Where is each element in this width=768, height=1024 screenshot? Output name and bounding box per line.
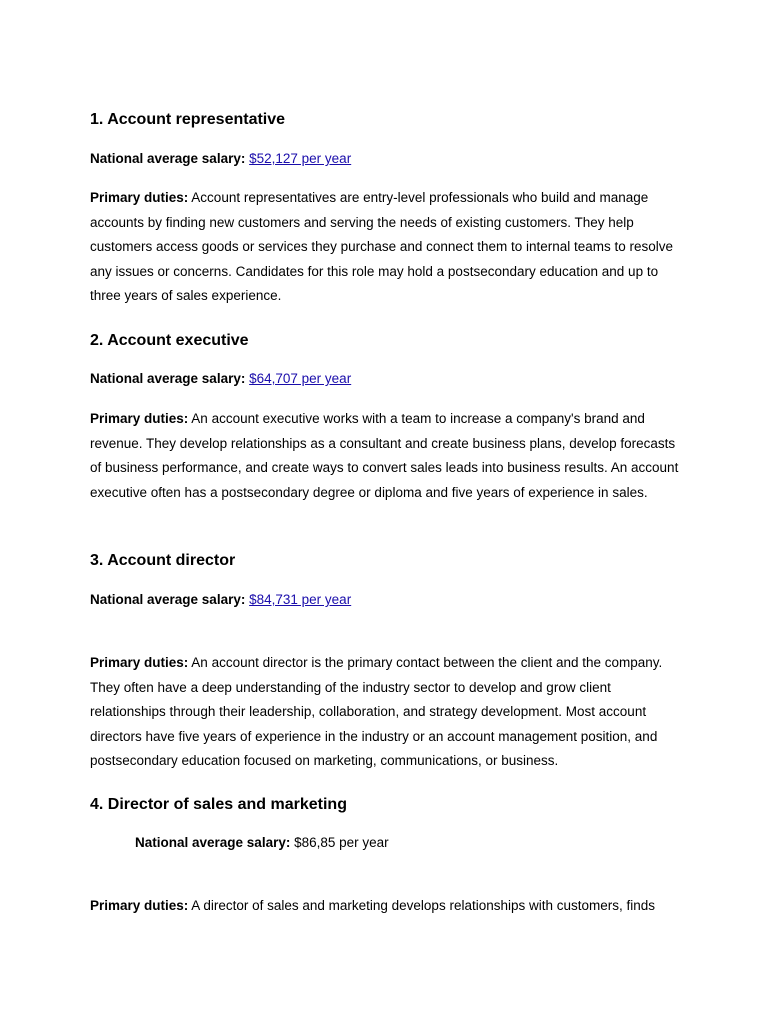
duties-text: A director of sales and marketing develops relationships with customers, finds <box>188 898 656 913</box>
duties-paragraph <box>90 407 680 505</box>
duties-label: Primary duties: <box>90 190 189 205</box>
salary-label: National average salary: <box>135 835 291 850</box>
salary-label: National average salary: <box>90 592 246 607</box>
salary-link[interactable]: $52,127 per year <box>249 151 352 166</box>
duties-text: Account representatives are entry-level professionals who build and manage accounts by finding new customers and serving the needs of existing customers. They help customers access goods or services they purchase and connect them to internal teams to resolve any issues or concerns. Candidates for this role may hold a postsecondary education and up to three years of sales experience. <box>90 190 674 304</box>
duties-label: Primary duties: <box>90 411 189 426</box>
section-heading: 1. Account representative <box>90 111 286 128</box>
section-heading: 4. Director of sales and marketing <box>90 796 347 813</box>
duties-paragraph <box>90 894 680 919</box>
section-heading: 2. Account executive <box>90 332 249 349</box>
duties-paragraph <box>90 186 680 309</box>
duties-paragraph <box>90 651 680 774</box>
salary-line <box>90 370 351 388</box>
duties-text: An account director is the primary contact between the client and the company. They often have a deep understanding of the industry sector to develop and grow client relationships through their leadership, collaboration, and strategy development. Most account directors have five years of experience in the industry or an account management position, and postsecondary education focused on marketing, communications, or business. <box>90 655 663 769</box>
duties-text: An account executive works with a team to increase a company's brand and revenue. They develop relationships as a consultant and create business plans, develop forecasts of business performance, and create ways to convert sales leads into business results. An account executive often has a postsecondary degree or diploma and five years of experience in sales. <box>90 411 679 500</box>
salary-link[interactable]: $84,731 per year <box>249 592 352 607</box>
salary-value: $86,85 per year <box>294 835 389 850</box>
duties-label: Primary duties: <box>90 898 189 913</box>
salary-line <box>90 591 351 609</box>
salary-label: National average salary: <box>90 371 246 386</box>
section-heading: 3. Account director <box>90 552 236 569</box>
salary-line <box>135 834 389 852</box>
duties-label: Primary duties: <box>90 655 189 670</box>
salary-line <box>90 150 351 168</box>
salary-label: National average salary: <box>90 151 246 166</box>
salary-link[interactable]: $64,707 per year <box>249 371 352 386</box>
